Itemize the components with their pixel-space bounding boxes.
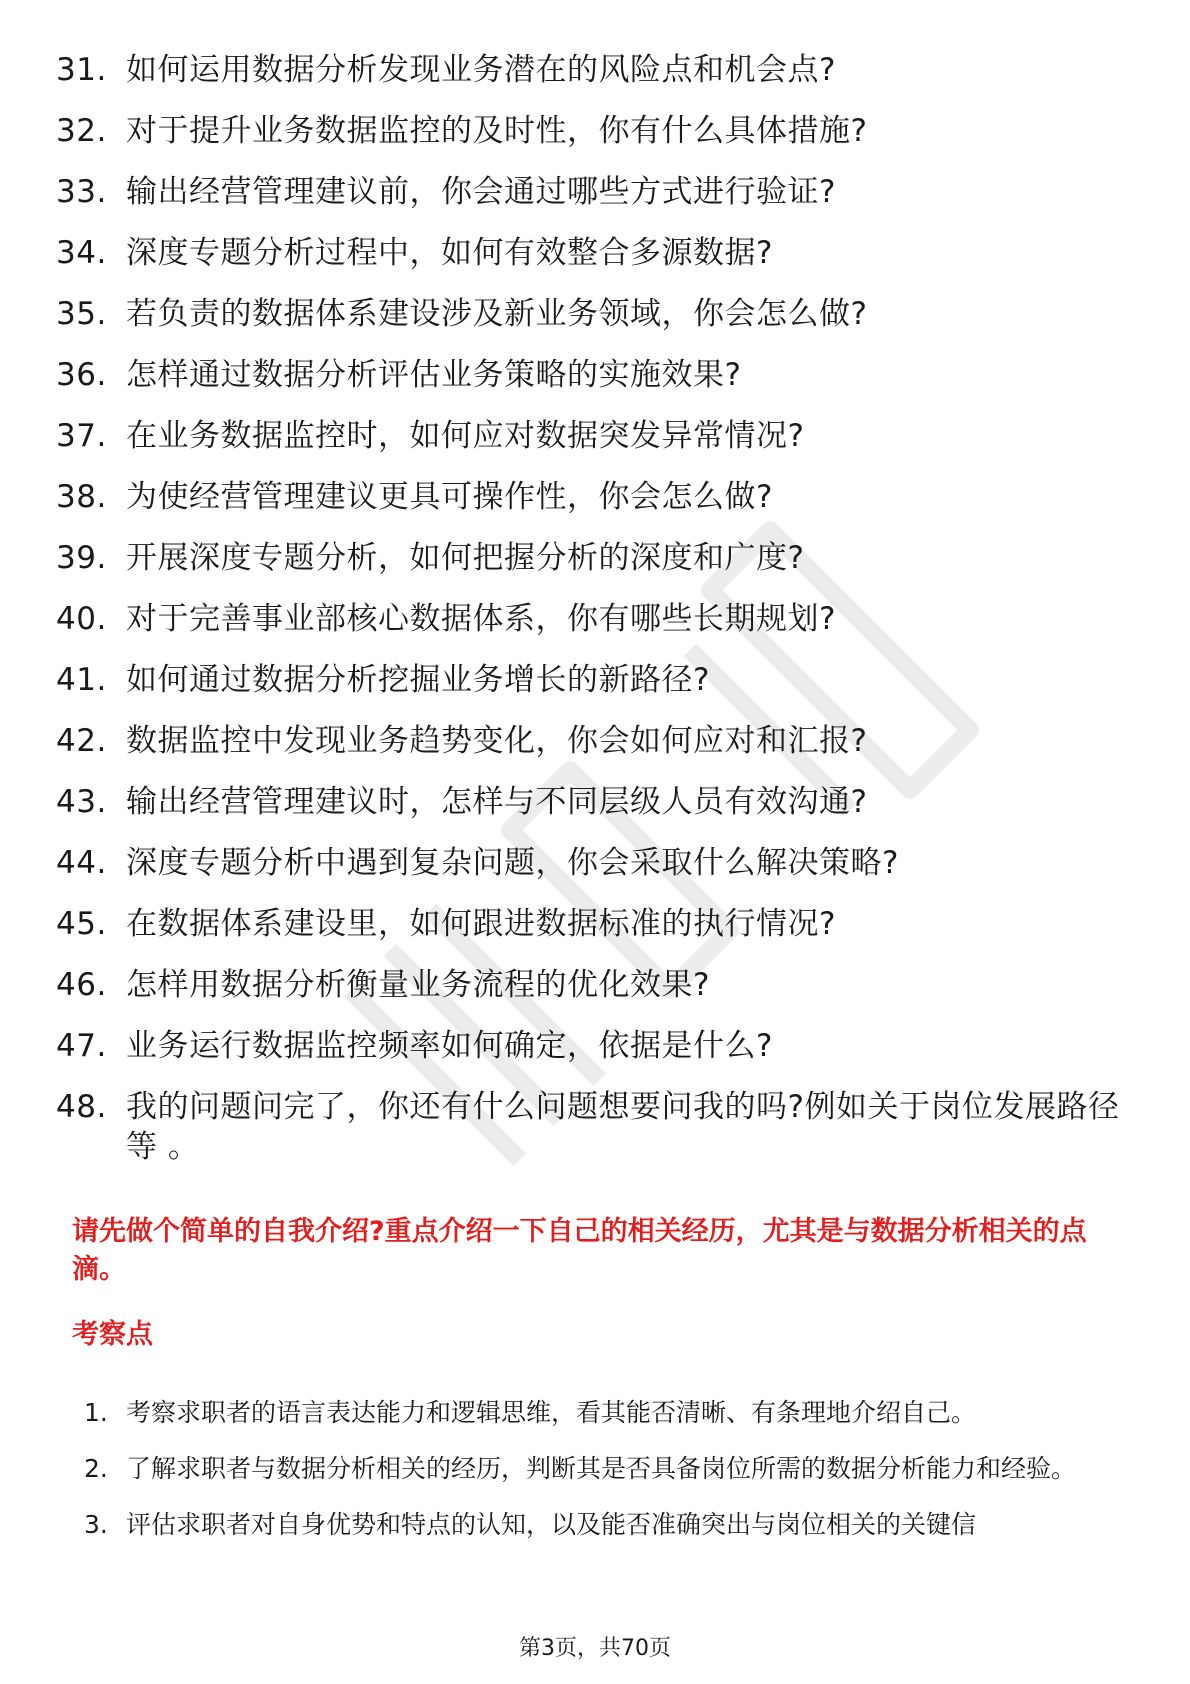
point-text: 了解求职者与数据分析相关的经历，判断其是否具备岗位所需的数据分析能力和经验。 [126,1454,1077,1483]
question-number: 39. [56,540,107,576]
question-text: 业务运行数据监控频率如何确定，依据是什么? [126,1028,773,1064]
question-text: 深度专题分析过程中，如何有效整合多源数据? [126,235,773,271]
assessment-point [84,1497,1134,1553]
question-text: 我的问题问完了，你还有什么问题想要问我的吗?例如关于岗位发展路径等 。 [126,1089,1120,1165]
question-item [56,904,1136,944]
question-text: 在业务数据监控时，如何应对数据突发异常情况? [126,418,805,454]
question-text: 在数据体系建设里，如何跟进数据标准的执行情况? [126,906,836,942]
question-list [56,50,1136,1188]
question-number: 40. [56,601,107,637]
question-text: 若负责的数据体系建设涉及新业务领域，你会怎么做? [126,296,868,332]
question-item [56,477,1136,517]
question-number: 43. [56,784,107,820]
question-text: 输出经营管理建议前，你会通过哪些方式进行验证? [126,174,836,210]
question-text: 怎样通过数据分析评估业务策略的实施效果? [126,357,742,393]
question-text: 数据监控中发现业务趋势变化，你会如何应对和汇报? [126,723,868,759]
question-text: 深度专题分析中遇到复杂问题，你会采取什么解决策略? [126,845,899,881]
question-text: 为使经营管理建议更具可操作性，你会怎么做? [126,479,773,515]
question-item [56,111,1136,151]
question-item [56,233,1136,273]
question-number: 45. [56,906,107,942]
question-number: 34. [56,235,107,271]
question-number: 33. [56,174,107,210]
section-title: 考察点 [72,1319,153,1350]
question-item [56,782,1136,822]
assessment-point [84,1385,1134,1441]
point-number: 1. [84,1398,108,1427]
intro-question: 请先做个简单的自我介绍?重点介绍一下自己的相关经历，尤其是与数据分析相关的点滴。 [72,1216,1087,1285]
question-number: 37. [56,418,107,454]
point-number: 3. [84,1510,108,1539]
page-footer: 第3页，共70页 [519,1636,671,1661]
question-number: 46. [56,967,107,1003]
question-number: 48. [56,1089,107,1125]
point-text: 评估求职者对自身优势和特点的认知，以及能否准确突出与岗位相关的关键信 [126,1510,977,1539]
question-text: 开展深度专题分析，如何把握分析的深度和广度? [126,540,805,576]
question-item [56,721,1136,761]
question-item [56,355,1136,395]
question-number: 36. [56,357,107,393]
question-item [56,660,1136,700]
question-number: 31. [56,52,107,88]
question-number: 47. [56,1028,107,1064]
question-item [56,1087,1136,1167]
question-number: 42. [56,723,107,759]
question-text: 怎样用数据分析衡量业务流程的优化效果? [126,967,710,1003]
question-item [56,1026,1136,1066]
question-number: 38. [56,479,107,515]
question-item [56,50,1136,90]
question-text: 如何运用数据分析发现业务潜在的风险点和机会点? [126,52,836,88]
point-number: 2. [84,1454,108,1483]
question-text: 对于完善事业部核心数据体系，你有哪些长期规划? [126,601,836,637]
question-item [56,172,1136,212]
question-text: 输出经营管理建议时，怎样与不同层级人员有效沟通? [126,784,868,820]
question-number: 41. [56,662,107,698]
question-item [56,599,1136,639]
question-number: 44. [56,845,107,881]
question-item [56,843,1136,883]
assessment-point-list [84,1385,1134,1553]
question-number: 32. [56,113,107,149]
assessment-point [84,1441,1134,1497]
point-text: 考察求职者的语言表达能力和逻辑思维，看其能否清晰、有条理地介绍自己。 [126,1398,977,1427]
question-number: 35. [56,296,107,332]
question-text: 如何通过数据分析挖掘业务增长的新路径? [126,662,710,698]
question-item [56,294,1136,334]
question-item [56,416,1136,456]
question-item [56,965,1136,1005]
question-text: 对于提升业务数据监控的及时性，你有什么具体措施? [126,113,868,149]
question-item [56,538,1136,578]
